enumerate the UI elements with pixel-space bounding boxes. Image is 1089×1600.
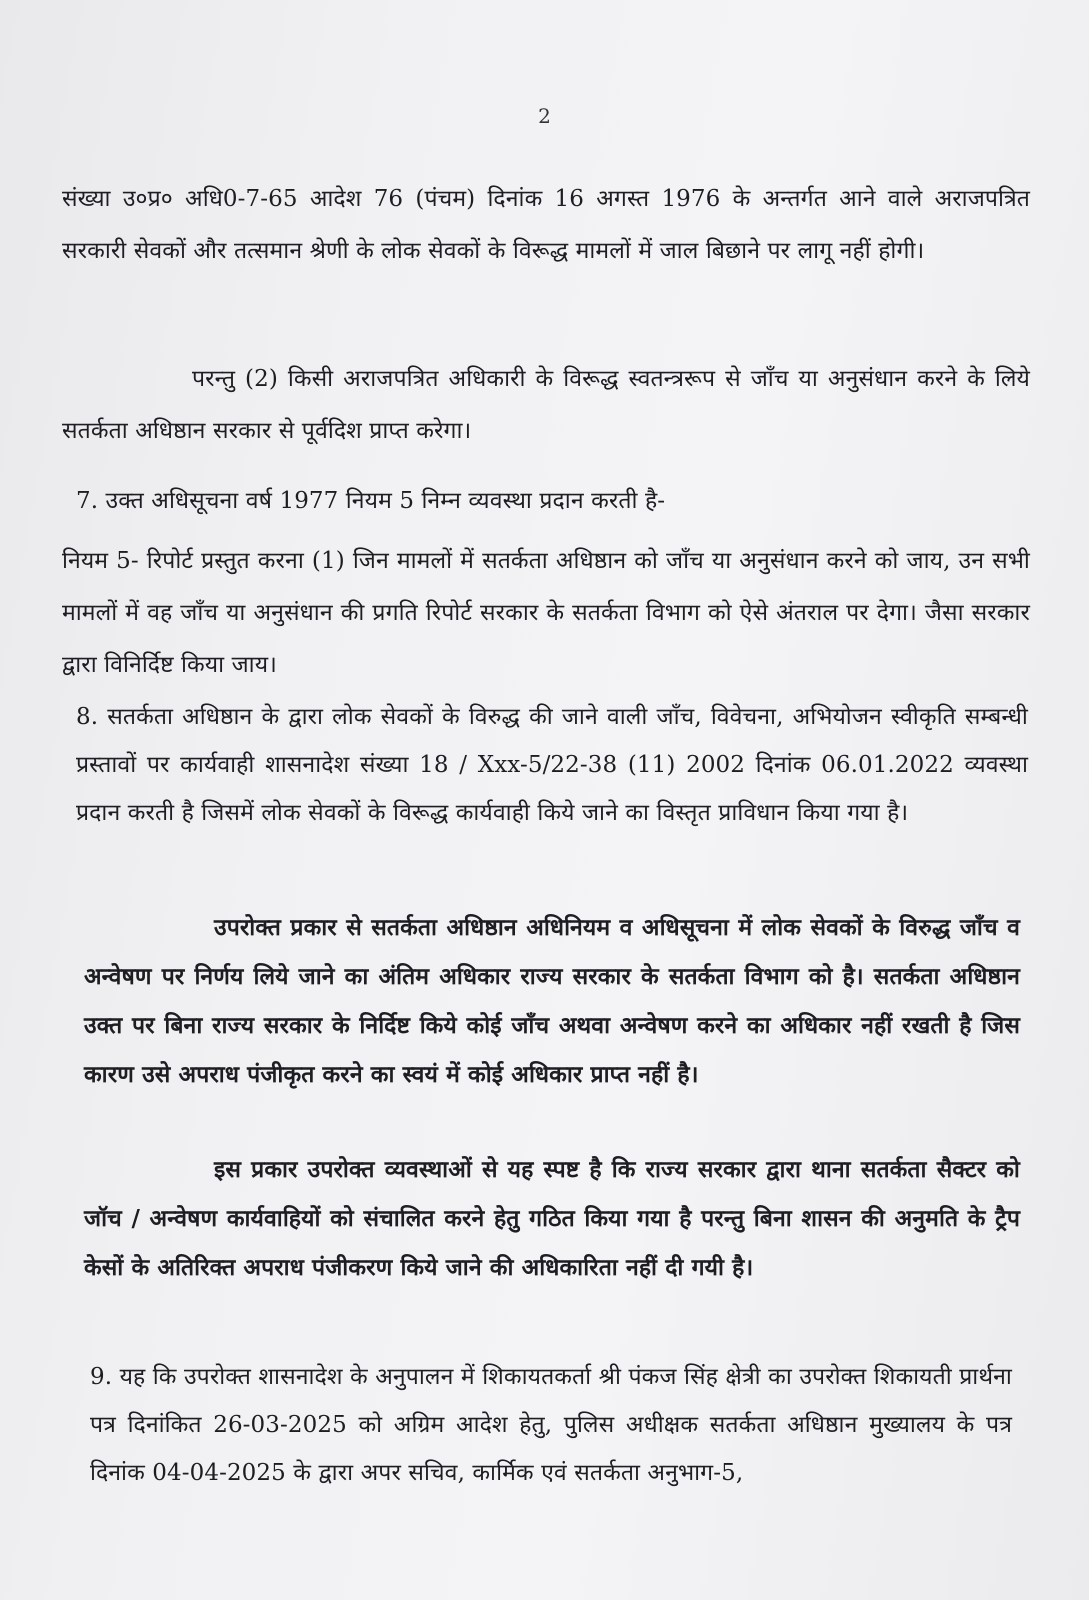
paragraph-rule-5: नियम 5- रिपोर्ट प्रस्तुत करना (1) जिन मामलों में सतर्कता अधिष्ठान को जाँच या अनुसंधान करने को जाय, उन सभी मामलों में वह जाँच या अनुसंधान की प्रगति रिपोर्ट सरकार के सतर्कता विभाग को ऐसे अंतराल पर देगा। जैसा सरकार द्वारा विनिर्दिष्ट किया जाय। bbox=[62, 548, 1030, 678]
paragraph-conclusion: इस प्रकार उपरोक्त व्यवस्थाओं से यह स्पष्ट है कि राज्य सरकार द्वारा थाना सतर्कता सैक्टर को जॉच / अन्वेषण कार्यवाहियों को संचालित करने हेतु गठित किया गया है परन्तु बिना शासन की अनुमति के ट्रैप केसों के अतिरिक्त अपराध पंजीकरण किये जाने की अधिकारिता नहीं दी गयी है। bbox=[84, 1156, 1020, 1281]
paragraph-7-heading: 7. उक्त अधिसूचना वर्ष 1977 नियम 5 निम्न व्यवस्था प्रदान करती है- bbox=[76, 488, 666, 514]
paragraph-9: 9. यह कि उपरोक्त शासनादेश के अनुपालन में शिकायतकर्ता श्री पंकज सिंह क्षेत्री का उपरोक्त शिकायती प्रार्थना पत्र दिनांकित 26-03-2025 को अग्रिम आदेश हेतु, पुलिस अधीक्षक सतर्कता अधिष्ठान मुख्यालय के पत्र दिनांक 04-04-2025 के द्वारा अपर सचिव, कार्मिक एवं सतर्कता अनुभाग-5, bbox=[90, 1364, 1012, 1486]
paragraph-final-authority: उपरोक्त प्रकार से सतर्कता अधिष्ठान अधिनियम व अधिसूचना में लोक सेवकों के विरुद्ध जाँच व अन्वेषण पर निर्णय लिये जाने का अंतिम अधिकार राज्य सरकार के सतर्कता विभाग को है। सतर्कता अधिष्ठान उक्त पर बिना राज्य सरकार के निर्दिष्ट किये कोई जाँच अथवा अन्वेषण करने का अधिकार नहीं रखती है जिस कारण उसे अपराध पंजीकृत करने का स्वयं में कोई अधिकार प्राप्त नहीं है। bbox=[84, 914, 1020, 1088]
paragraph-notification-scope: संख्या उ०प्र० अधि0-7-65 आदेश 76 (पंचम) दिनांक 16 अगस्त 1976 के अन्तर्गत आने वाले अराजपत्रित सरकारी सेवकों और तत्समान श्रेणी के लोक सेवकों के विरूद्ध मामलों में जाल बिछाने पर लागू नहीं होगी। bbox=[62, 186, 1030, 264]
page-number: 2 bbox=[538, 104, 551, 128]
paragraph-8: 8. सतर्कता अधिष्ठान के द्वारा लोक सेवकों के विरुद्ध की जाने वाली जाँच, विवेचना, अभियोजन स्वीकृति सम्बन्धी प्रस्तावों पर कार्यवाही शासनादेश संख्या 18 / Xxx-5/22-38 (11) 2002 दिनांक 06.01.2022 व्यवस्था प्रदान करती है जिसमें लोक सेवकों के विरूद्ध कार्यवाही किये जाने का विस्तृत प्राविधान किया गया है। bbox=[76, 704, 1028, 826]
paragraph-proviso-2: परन्तु (2) किसी अराजपत्रित अधिकारी के विरूद्ध स्वतन्त्ररूप से जाँच या अनुसंधान करने के लिये सतर्कता अधिष्ठान सरकार से पूर्वदिश प्राप्त करेगा। bbox=[62, 366, 1030, 444]
